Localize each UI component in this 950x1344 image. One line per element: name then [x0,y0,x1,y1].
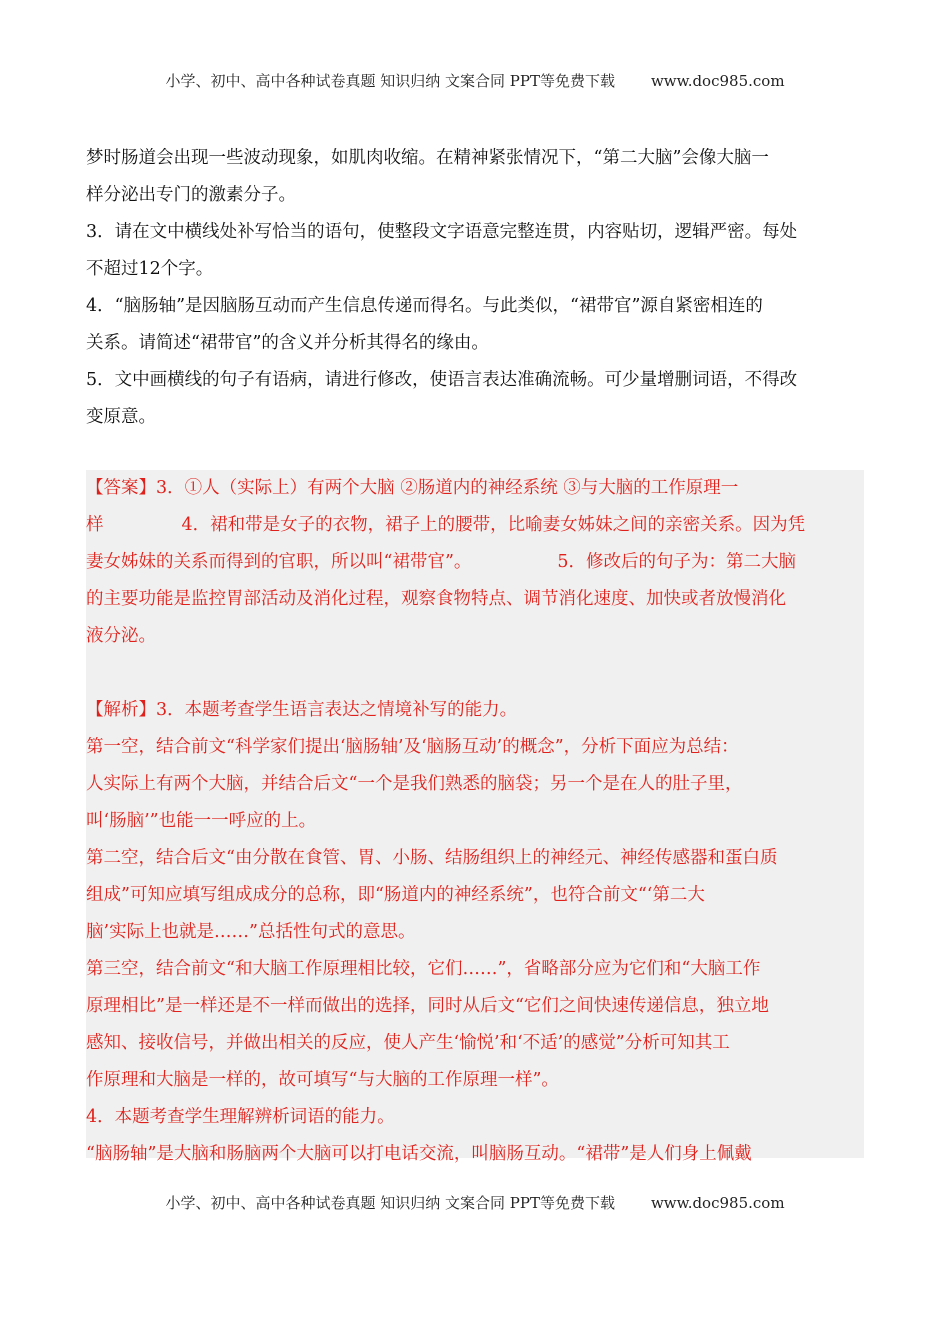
answer-text: 妻女姊妹的关系而得到的官职，所以叫“裙带官”。 [86,552,472,572]
answer-tag: 【答案】 [86,478,156,498]
analysis-line: 第二空，结合后文“由分散在食管、胃、小肠、结肠组织上的神经元、神经传感器和蛋白质 [86,848,778,868]
analysis-line: 原理相比”是一样还是不一样而做出的选择，同时从后文“它们之间快速传递信息，独立地 [86,996,769,1016]
answer-line [86,544,864,581]
question-4: 4．“脑肠轴”是因脑肠互动而产生信息传递而得名。与此类似，“裙带官”源自紧密相连的 [86,296,763,316]
answer-text: 5．修改后的句子为：第二大脑 [557,552,797,572]
page-footer [0,1192,950,1213]
answer-line: 液分泌。 [86,626,156,646]
question-5: 5．文中画横线的句子有语病，请进行修改，使语言表达准确流畅。可少量增删词语，不得改 [86,370,798,390]
analysis-line: 脑’实际上也就是……”总括性句式的意思。 [86,922,416,942]
header-text: 小学、初中、高中各种试卷真题 知识归纳 文案合同 PPT等免费下载 [165,72,615,90]
question-3-cont: 不超过12个字。 [86,259,214,279]
analysis-line: 叫‘肠脑’”也能一一呼应的上。 [86,811,317,831]
answer-line [86,470,864,507]
analysis-line: 组成”可知应填写组成成分的总称，即“肠道内的神经系统”，也符合前文“‘第二大 [86,885,705,905]
analysis-line: 第一空，结合前文“科学家们提出‘脑肠轴’及‘脑肠互动’的概念”，分析下面应为总结： [86,737,739,757]
header-url[interactable]: www.doc985.com [650,72,785,90]
analysis-line: 人实际上有两个大脑，并结合后文“一个是我们熟悉的脑袋；另一个是在人的肚子里， [86,774,743,794]
analysis-line [86,692,864,729]
question-5-cont: 变原意。 [86,407,156,427]
analysis-line: 4．本题考查学生理解辨析词语的能力。 [86,1107,395,1127]
intro-line: 样分泌出专门的激素分子。 [86,185,296,205]
analysis-line: 感知、接收信号，并做出相关的反应，使人产生‘愉悦’和‘不适’的感觉”分析可知其工 [86,1033,730,1053]
analysis-line: 作原理和大脑是一样的，故可填写“与大脑的工作原理一样”。 [86,1070,559,1090]
intro-line: 梦时肠道会出现一些波动现象，如肌肉收缩。在精神紧张情况下，“第二大脑”会像大脑一 [86,148,769,168]
question-4-cont: 关系。请简述“裙带官”的含义并分析其得名的缘由。 [86,333,489,353]
question-3: 3．请在文中横线处补写恰当的语句，使整段文字语意完整连贯，内容贴切，逻辑严密。每处 [86,222,798,242]
answer-line: 的主要功能是监控胃部活动及消化过程，观察食物特点、调节消化速度、加快或者放慢消化 [86,589,786,609]
footer-text: 小学、初中、高中各种试卷真题 知识归纳 文案合同 PPT等免费下载 [165,1194,615,1212]
analysis-line: 第三空，结合前文“和大脑工作原理相比较，它们……”，省略部分应为它们和“大脑工作 [86,959,761,979]
footer-url[interactable]: www.doc985.com [650,1194,785,1212]
page-header [0,70,950,91]
answer-text: 3．①人（实际上）有两个大脑 ②肠道内的神经系统 ③与大脑的工作原理一 [156,478,739,498]
answer-analysis-box [86,470,864,1164]
answer-text: 样 [86,515,104,535]
analysis-line: “脑肠轴”是大脑和肠脑两个大脑可以打电话交流，叫脑肠互动。“裙带”是人们身上佩戴 [86,1144,752,1164]
analysis-tag: 【解析】 [86,700,156,720]
answer-text: 4．裙和带是女子的衣物，裙子上的腰带，比喻妻女姊妹之间的亲密关系。因为凭 [181,515,806,535]
answer-line [86,507,864,544]
analysis-text: 3．本题考查学生语言表达之情境补写的能力。 [156,700,518,720]
questions-section [86,140,864,436]
